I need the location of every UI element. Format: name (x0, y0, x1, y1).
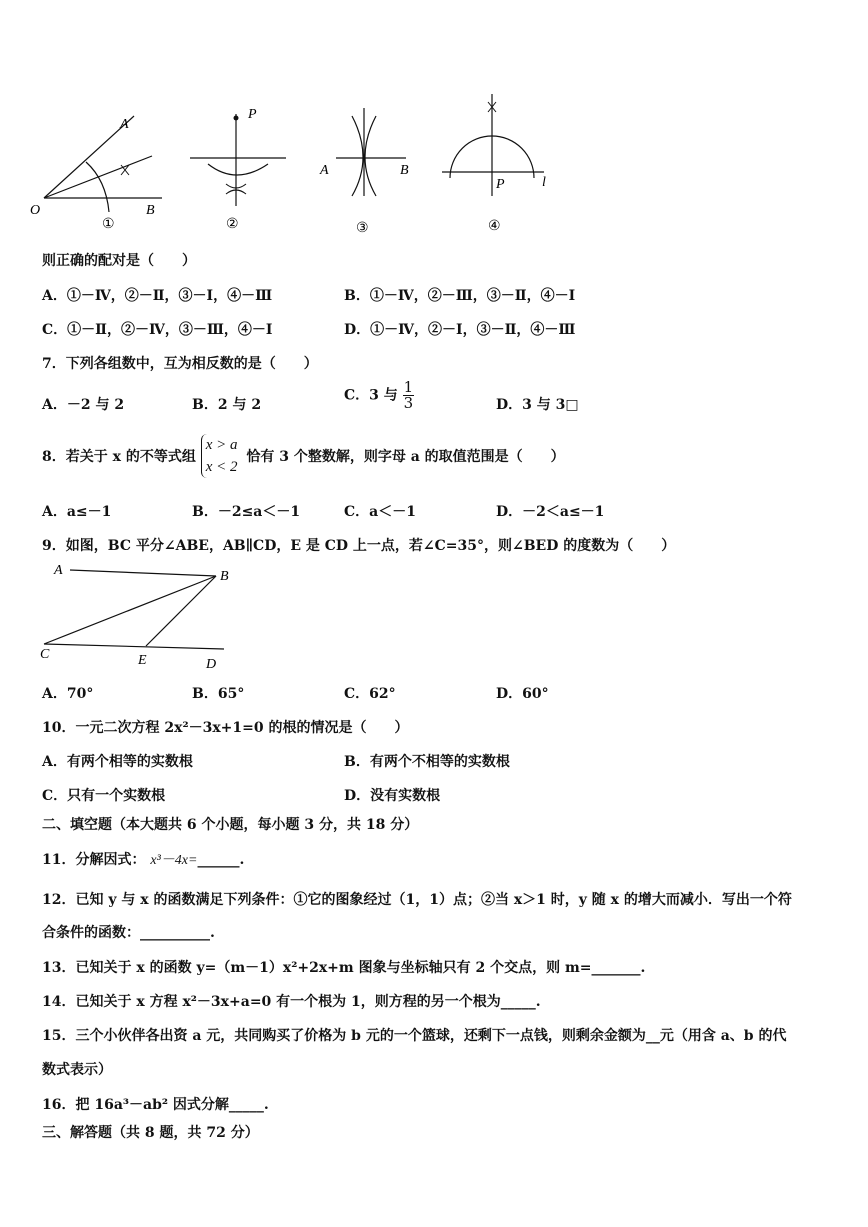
q6-option-d: D．①－Ⅳ，②－Ⅰ，③－Ⅱ，④－Ⅲ (344, 322, 576, 338)
label-A: A (54, 563, 63, 578)
label-B: B (400, 163, 409, 178)
inequality-1: x > a (205, 437, 238, 453)
q7-prompt: 7．下列各组数中，互为相反数的是（ ） (42, 356, 318, 372)
q8-option-a: A．a≤－1 (42, 504, 112, 520)
label-A: A (320, 163, 329, 178)
q11-blank: ______. (197, 852, 245, 868)
q10-option-c: C．只有一个实数根 (42, 788, 166, 804)
q12-line-2: 合条件的函数：__________. (42, 925, 215, 941)
q9-option-b: B．65° (192, 686, 245, 702)
q14: 14．已知关于 x 方程 x²－3x+a=0 有一个根为 1，则方程的另一个根为_____. (42, 994, 541, 1010)
label-B: B (146, 203, 155, 218)
figure-2 (190, 107, 286, 232)
q6-option-a: A．①－Ⅳ，②－Ⅱ，③－Ⅰ，④－Ⅲ (42, 288, 273, 304)
q8-prompt (42, 434, 565, 478)
label-O: O (30, 203, 41, 218)
label-P: P (248, 107, 257, 122)
q8-prefix: 8．若关于 x 的不等式组 (42, 449, 196, 465)
fraction (403, 380, 415, 411)
section-2-heading: 二、填空题（本大题共 6 个小题，每小题 3 分，共 18 分） (42, 817, 419, 833)
q8-option-b: B．－2≤a＜－1 (192, 504, 301, 520)
q8-option-c: C．a＜－1 (344, 504, 416, 520)
label-C: C (40, 647, 50, 662)
caption-1: ① (102, 217, 115, 232)
q6-option-b: B．①－Ⅳ，②－Ⅲ，③－Ⅱ，④－Ⅰ (344, 288, 576, 304)
q7-option-d: D．3 与 3□ (496, 397, 579, 413)
label-P: P (496, 177, 505, 192)
q11 (42, 849, 244, 869)
q11-prefix: 11．分解因式： (42, 852, 146, 868)
q10-option-a: A．有两个相等的实数根 (42, 754, 193, 770)
q15-line-2: 数式表示） (42, 1062, 112, 1078)
q6-option-c: C．①－Ⅱ，②－Ⅳ，③－Ⅲ，④－Ⅰ (42, 322, 273, 338)
q9-option-d: D．60° (496, 686, 549, 702)
q7-option-a: A．－2 与 2 (42, 397, 125, 413)
q9-figure (36, 558, 236, 672)
figure-4 (442, 94, 546, 234)
inequality-system (201, 434, 242, 478)
q7-option-b: B．2 与 2 (192, 397, 262, 413)
q11-expression: x³－4x= (150, 853, 198, 868)
label-B: B (220, 569, 229, 584)
label-A: A (120, 117, 129, 132)
q9-option-c: C．62° (344, 686, 396, 702)
q7-option-c-prefix: C．3 与 (344, 387, 398, 404)
q15-line-1: 15．三个小伙伴各出资 a 元，共同购买了价格为 b 元的一个篮球，还剩下一点钱，则剩余金额为__元（用含 a、b 的代 (42, 1028, 787, 1044)
q9-prompt: 9．如图，BC 平分∠ABE，AB∥CD，E 是 CD 上一点，若∠C=35°，则∠BED 的度数为（ ） (42, 538, 676, 554)
label-E: E (138, 653, 147, 668)
q12-line-1: 12．已知 y 与 x 的函数满足下列条件：①它的图象经过（1，1）点；②当 x＞1 时，y 随 x 的增大而减小．写出一个符 (42, 892, 792, 908)
q8-option-d: D．－2＜a≤－1 (496, 504, 605, 520)
figure-3 (319, 108, 409, 236)
caption-2: ② (226, 217, 239, 232)
caption-4: ④ (488, 219, 501, 234)
q10-option-b: B．有两个不相等的实数根 (344, 754, 510, 770)
inequality-2: x < 2 (205, 459, 238, 475)
figure-1 (30, 116, 162, 232)
q10-option-d: D．没有实数根 (344, 788, 441, 804)
caption-3: ③ (356, 221, 369, 236)
q16: 16．把 16a³－ab² 因式分解_____. (42, 1097, 269, 1113)
section-3-heading: 三、解答题（共 8 题，共 72 分） (42, 1125, 259, 1141)
fraction-numerator: 1 (403, 378, 414, 396)
q10-prompt: 10．一元二次方程 2x²－3x+1=0 的根的情况是（ ） (42, 720, 409, 736)
q13: 13．已知关于 x 的函数 y=（m－1）x²+2x+m 图象与坐标轴只有 2 个交点，则 m=_______. (42, 960, 646, 976)
q8-suffix: 恰有 3 个整数解，则字母 a 的取值范围是（ ） (246, 449, 565, 465)
fraction-denominator: 3 (403, 394, 414, 412)
q9-option-a: A．70° (42, 686, 94, 702)
label-l: l (542, 175, 546, 190)
label-D: D (206, 657, 217, 672)
q7-option-c (344, 380, 414, 411)
q6-prompt: 则正确的配对是（ ） (42, 253, 196, 269)
construction-figures (30, 88, 590, 238)
